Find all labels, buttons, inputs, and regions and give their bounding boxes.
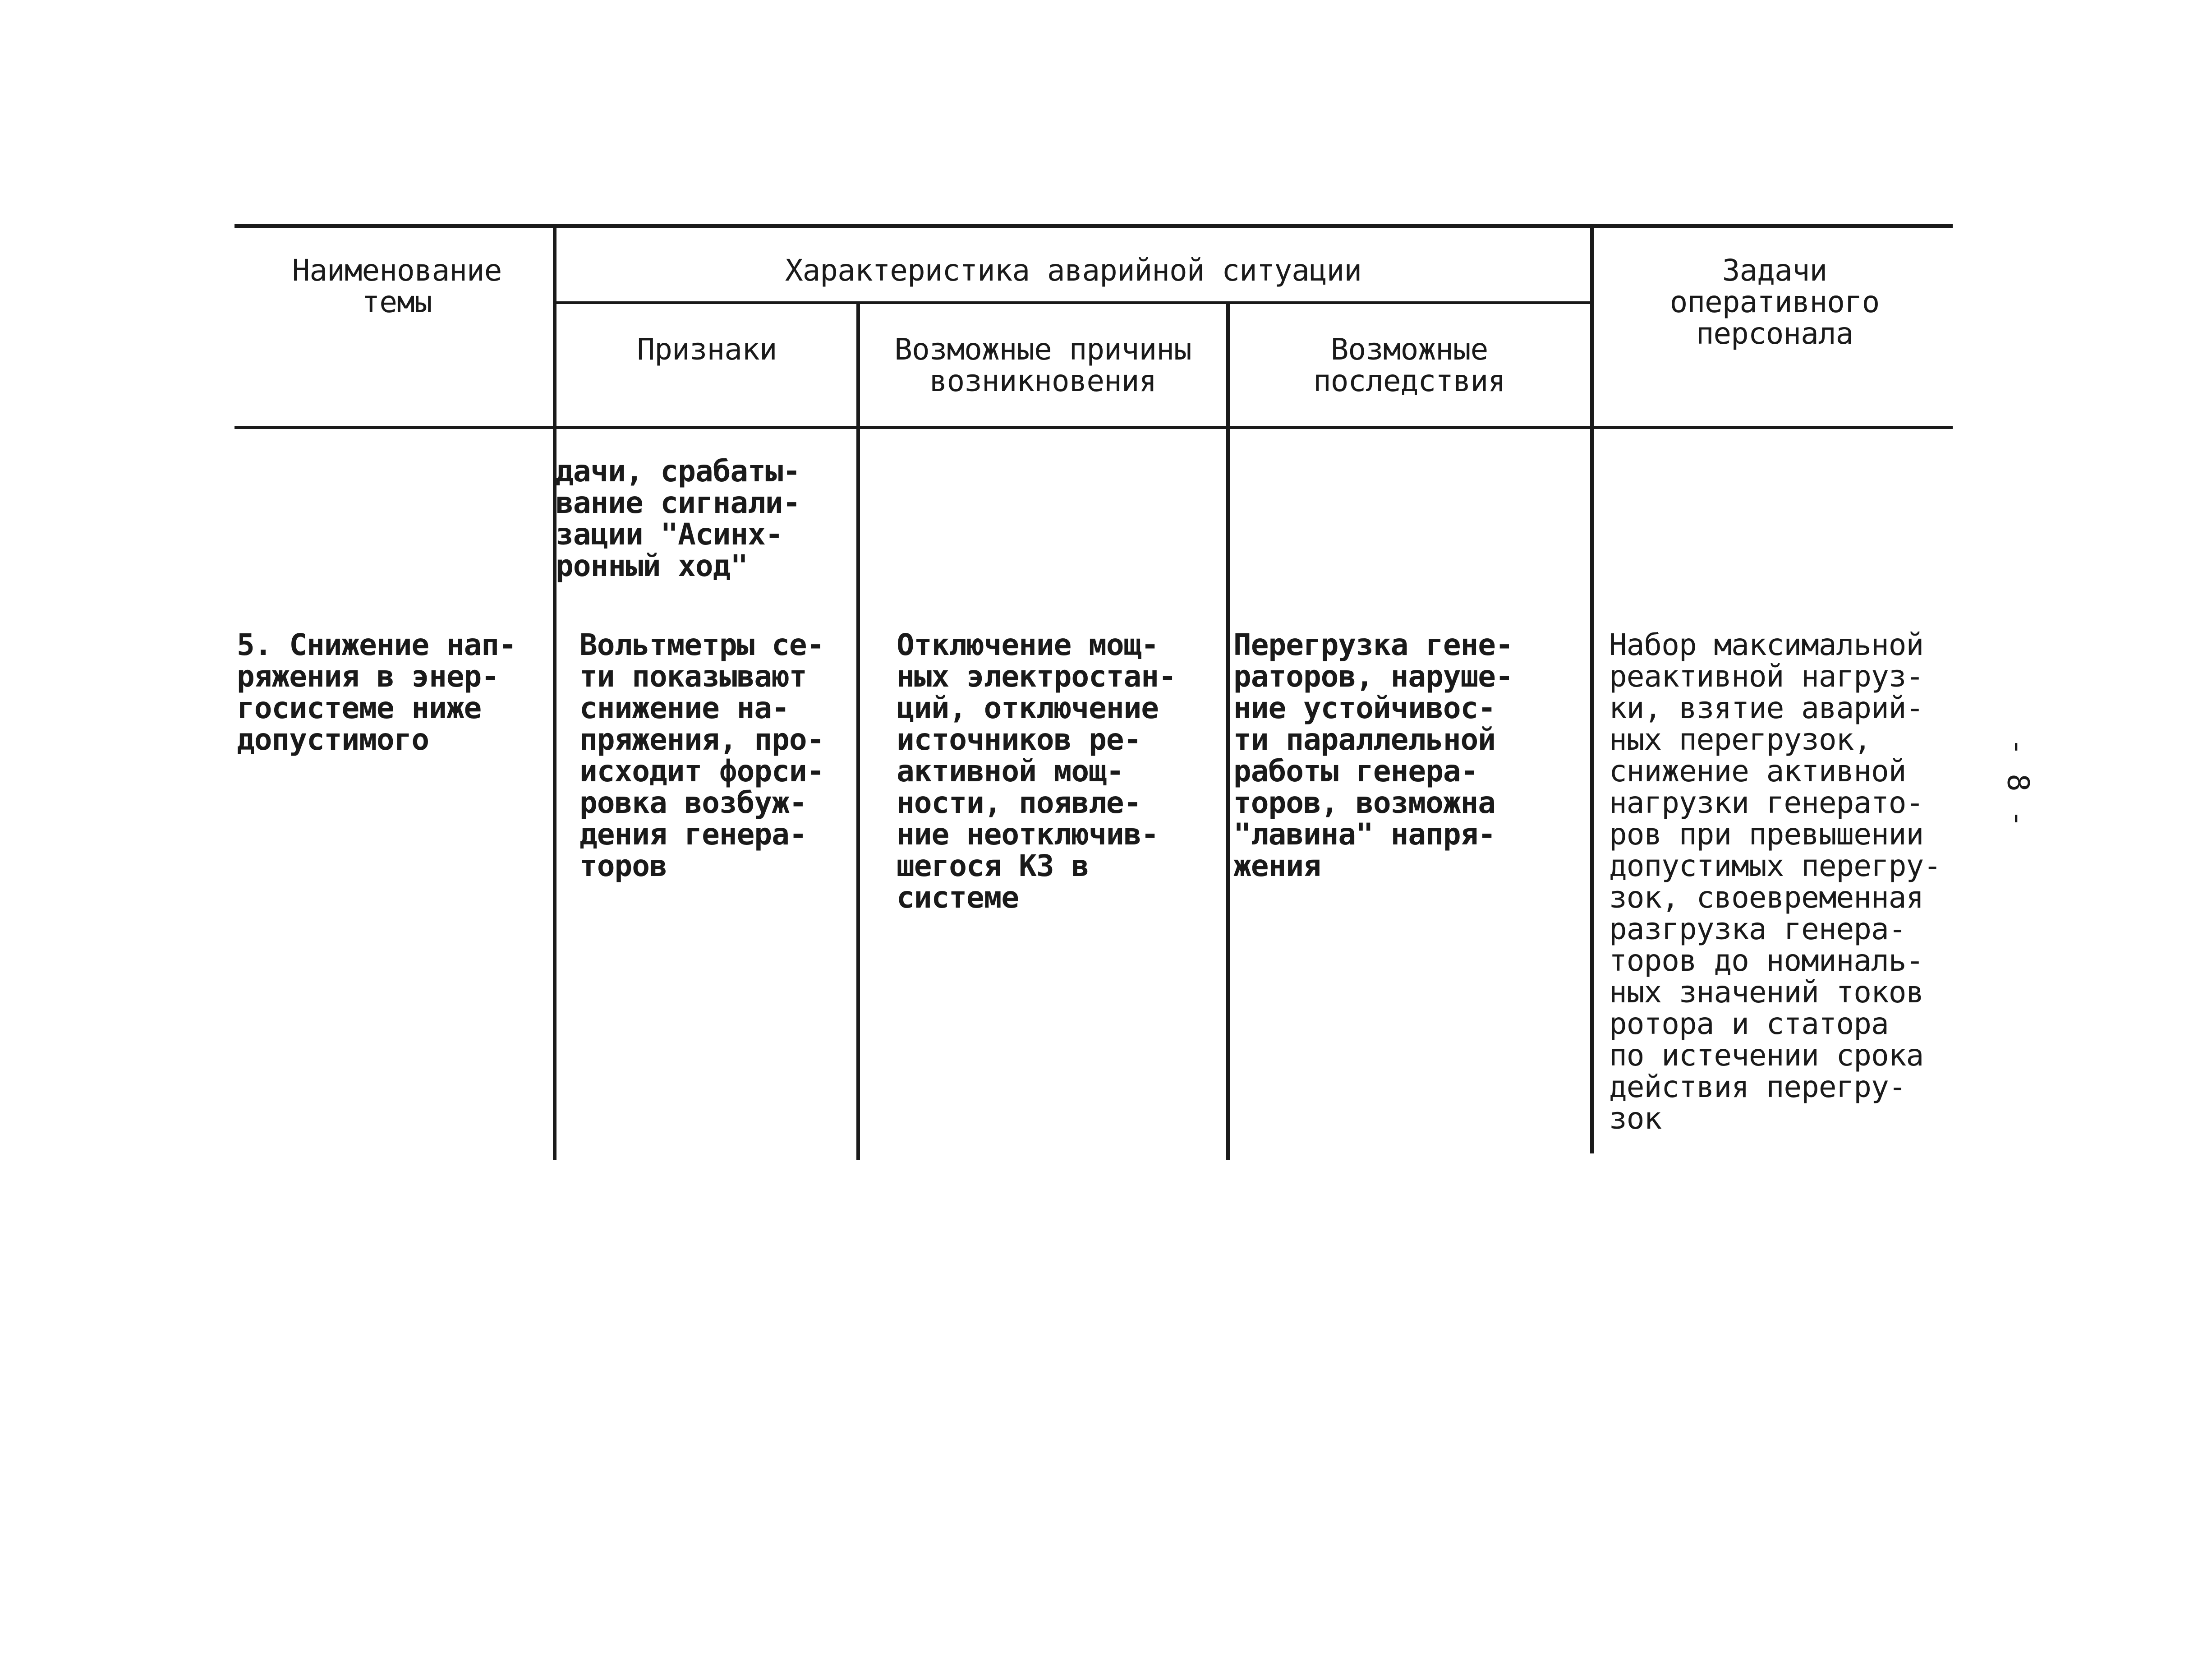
characteristic-subheader-rule [556,301,1593,304]
page-number: - 8 - [2000,738,2036,828]
header-topic: Наименование темы [292,253,502,319]
row5-signs-cell: Вольтметры се- ти показывают снижение на- пряжения, про- исходит форси- ровка возбуж- дения генера- торов [579,627,824,883]
continued-signs-cell: дачи, срабаты- вание сигнали- зации "Асинх- ронный ход" [556,454,800,583]
header-signs: Признаки [637,332,777,367]
header-causes: Возможные причины возникновения [894,332,1191,398]
row5-consequences-cell: Перегрузка гене- раторов, наруше- ние устойчивос- ти параллельной работы генера- торов, возможна "лавина" напря- жения [1233,627,1513,883]
column-divider-3 [1226,302,1230,1160]
table-top-rule [235,224,1953,228]
row5-tasks-cell: Набор максимальной реактивной нагруз- ки, взятие аварий- ных перегрузок, снижение активной нагрузки генерато- ров при превышении допустимых перегру- зок, своевременная разгрузка генера- торов до номиналь- ных значений токов ротора и статора по истечении срока действия перегру- зок [1609,627,1941,1136]
row5-causes-cell: Отключение мощ- ных электростан- ций, отключение источников ре- активной мощ- ности, появле- ние неотключив- шегося КЗ в системе [897,627,1176,915]
header-characteristic: Характеристика аварийной ситуации [785,253,1362,288]
header-tasks: Задачи оперативного персонала [1669,253,1880,351]
column-divider-2 [856,302,860,1160]
header-consequences: Возможные последствия [1313,332,1506,398]
column-divider-4 [1590,224,1594,1153]
header-bottom-rule [235,426,1953,429]
row5-topic-cell: 5. Снижение нап- ряжения в энер- госистеме ниже допустимого [237,627,516,757]
column-divider-1 [553,224,556,1160]
